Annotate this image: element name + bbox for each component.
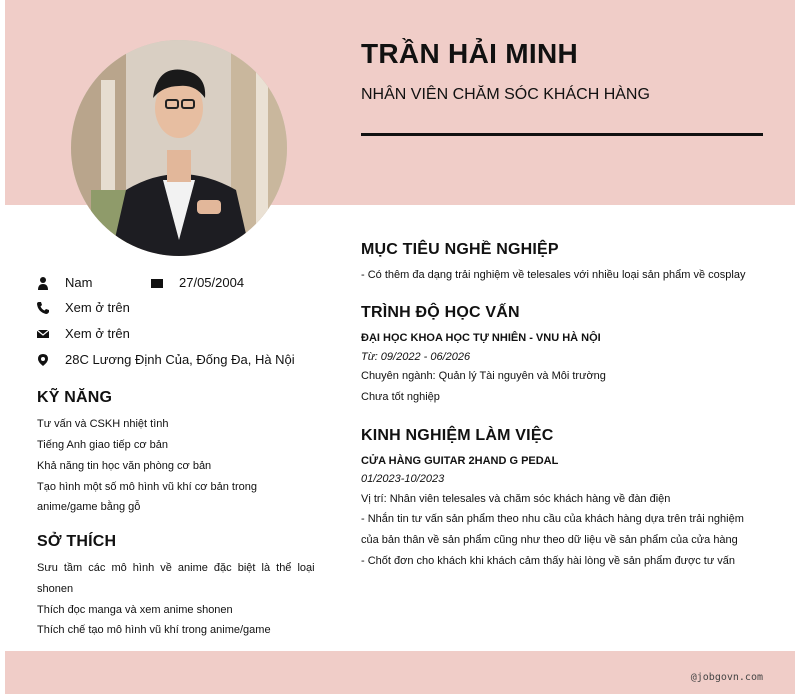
hobby-item: Thích đọc manga và xem anime shonen <box>37 604 233 616</box>
experience-line: của bản thân về sản phẩm cũng như theo dữ liệu về sản phẩm của cửa hàng <box>361 534 738 546</box>
skill-item: Tiếng Anh giao tiếp cơ bản <box>37 439 168 451</box>
watermark: @jobgovn.com <box>690 672 763 683</box>
address-row <box>36 352 295 367</box>
email-value: Xem ở trên <box>65 326 130 341</box>
skill-item: Tư vấn và CSKH nhiệt tình <box>37 418 169 430</box>
profile-photo <box>71 40 287 256</box>
company-name: CỬA HÀNG GUITAR 2HAND G PEDAL <box>361 455 559 467</box>
experience-period: 01/2023-10/2023 <box>361 473 445 485</box>
experience-line: - Nhắn tin tư vấn sản phẩm theo nhu cầu của khách hàng dựa trên trải nghiệm <box>361 513 744 525</box>
address-value: 28C Lương Định Của, Đống Đa, Hà Nội <box>65 352 295 367</box>
experience-title: KINH NGHIỆM LÀM VIỆC <box>361 427 554 444</box>
experience-line: Vị trí: Nhân viên telesales và chăm sóc khách hàng về đàn điện <box>361 493 671 505</box>
hobby-item: Thích chế tạo mô hình vũ khí trong anime/game <box>37 624 271 636</box>
gender-value: Nam <box>65 275 93 290</box>
phone-value: Xem ở trên <box>65 300 130 315</box>
education-period: Từ: 09/2022 - 06/2026 <box>361 351 471 363</box>
hobbies-title: SỞ THÍCH <box>37 533 117 550</box>
objective-text: - Có thêm đa dạng trải nghiệm về telesales với nhiều loại sản phẩm về cosplay <box>361 269 746 281</box>
phone-icon <box>36 301 50 315</box>
school-name: ĐẠI HỌC KHOA HỌC TỰ NHIÊN - VNU HÀ NỘI <box>361 332 601 344</box>
birthday-row <box>150 275 244 290</box>
job-title: NHÂN VIÊN CHĂM SÓC KHÁCH HÀNG <box>361 86 650 103</box>
skill-item: anime/game bằng gỗ <box>37 501 141 513</box>
avatar <box>71 40 287 256</box>
footer-band <box>5 651 795 694</box>
skills-title: KỸ NĂNG <box>37 389 113 406</box>
phone-row <box>36 300 130 315</box>
skill-item: Khả năng tin học văn phòng cơ bản <box>37 460 212 472</box>
education-status: Chưa tốt nghiệp <box>361 391 440 403</box>
skill-item: Tạo hình một số mô hình vũ khí cơ bản trong <box>37 481 257 493</box>
mail-icon <box>36 327 50 341</box>
birthday-value: 27/05/2004 <box>179 275 245 290</box>
objective-title: MỤC TIÊU NGHỀ NGHIỆP <box>361 241 559 258</box>
hobby-item: Sưu tầm các mô hình về anime đặc biệt là thể loại <box>37 562 315 574</box>
education-title: TRÌNH ĐỘ HỌC VẤN <box>361 304 520 321</box>
education-major: Chuyên ngành: Quản lý Tài nguyên và Môi trường <box>361 370 606 382</box>
email-row <box>36 326 130 341</box>
candidate-name: TRẦN HẢI MINH <box>361 38 578 69</box>
person-icon <box>36 276 50 290</box>
calendar-icon <box>150 276 164 290</box>
hobby-item: shonen <box>37 583 74 595</box>
location-pin-icon <box>36 353 50 367</box>
experience-line: - Chốt đơn cho khách khi khách cảm thấy hài lòng về sản phẩm được tư vấn <box>361 555 736 567</box>
gender-row <box>36 275 92 290</box>
title-divider <box>361 133 763 136</box>
